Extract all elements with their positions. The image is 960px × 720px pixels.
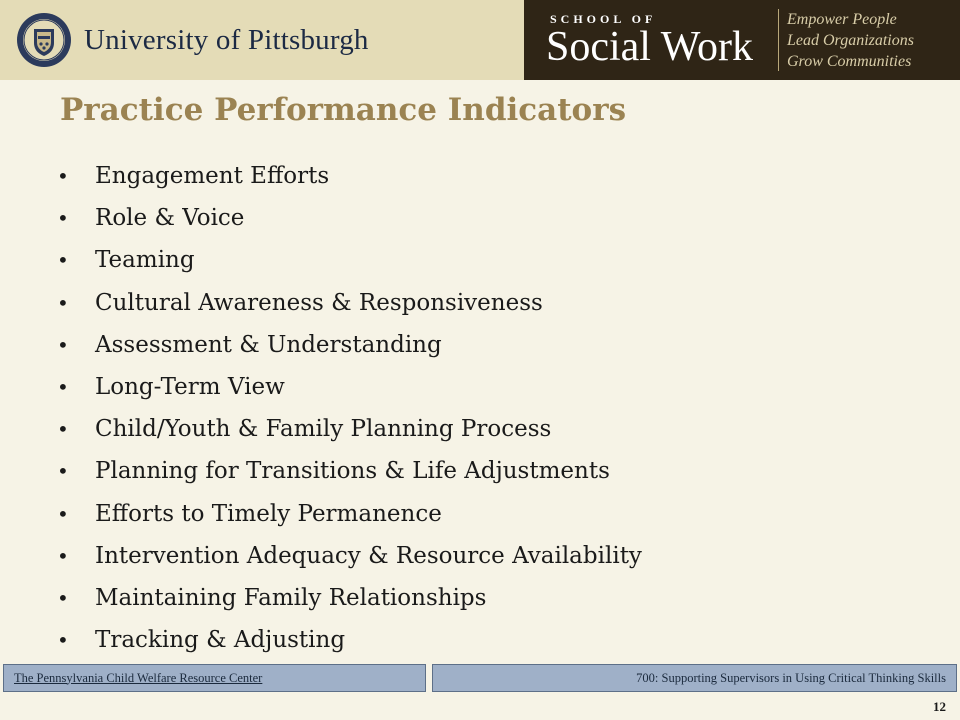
banner-divider — [778, 9, 779, 71]
footer-course-title-text: 700: Supporting Supervisors in Using Critical Thinking Skills — [636, 670, 946, 685]
bullet-dot: • — [57, 332, 69, 357]
university-banner — [0, 0, 524, 80]
list-item-text: Teaming — [95, 247, 195, 274]
school-label-big: Social Work — [546, 23, 753, 70]
footer-resource-center[interactable] — [3, 664, 426, 692]
list-item-text: Intervention Adequacy & Resource Availability — [95, 542, 642, 569]
school-label-small: SCHOOL OF — [550, 11, 657, 26]
slide-title: Practice Performance Indicators — [60, 92, 627, 128]
list-item — [57, 239, 937, 281]
list-item — [57, 324, 937, 366]
list-item — [57, 408, 937, 450]
tagline-line: Empower People — [787, 10, 897, 28]
tagline-line: Lead Organizations — [787, 31, 914, 49]
list-item-text: Assessment & Understanding — [95, 331, 442, 358]
list-item-text: Planning for Transitions & Life Adjustments — [95, 458, 610, 485]
school-logo — [524, 12, 774, 69]
bullet-dot: • — [57, 628, 69, 653]
bullet-dot: • — [57, 417, 69, 442]
footer-course-title — [432, 664, 957, 692]
page-number: 12 — [933, 699, 946, 714]
bullet-dot: • — [57, 585, 69, 610]
bullet-dot: • — [57, 206, 69, 231]
bullet-dot: • — [57, 501, 69, 526]
list-item — [57, 493, 937, 535]
list-item — [57, 197, 937, 239]
list-item-text: Long-Term View — [95, 374, 285, 401]
list-item — [57, 366, 937, 408]
bullet-dot: • — [57, 459, 69, 484]
list-item-text: Cultural Awareness & Responsiveness — [95, 289, 543, 316]
list-item — [57, 619, 937, 661]
indicator-list — [57, 155, 937, 661]
list-item-text: Engagement Efforts — [95, 163, 330, 190]
list-item — [57, 450, 937, 492]
school-tagline — [787, 9, 914, 72]
list-item-text: Child/Youth & Family Planning Process — [95, 416, 552, 443]
bullet-dot: • — [57, 164, 69, 189]
university-seal-icon — [16, 12, 72, 68]
footer-resource-center-link[interactable]: The Pennsylvania Child Welfare Resource Center — [14, 670, 263, 685]
tagline-line: Grow Communities — [787, 52, 912, 70]
list-item-text: Efforts to Timely Permanence — [95, 500, 442, 527]
school-banner — [524, 0, 960, 80]
list-item-text: Maintaining Family Relationships — [95, 584, 487, 611]
list-item — [57, 282, 937, 324]
slide-header — [0, 0, 960, 80]
list-item — [57, 577, 937, 619]
list-item — [57, 155, 937, 197]
bullet-dot: • — [57, 290, 69, 315]
bullet-dot: • — [57, 543, 69, 568]
university-name: University of Pittsburgh — [84, 23, 369, 56]
list-item-text: Tracking & Adjusting — [95, 627, 346, 654]
bullet-dot: • — [57, 248, 69, 273]
list-item — [57, 535, 937, 577]
list-item-text: Role & Voice — [95, 205, 245, 232]
bullet-dot: • — [57, 375, 69, 400]
